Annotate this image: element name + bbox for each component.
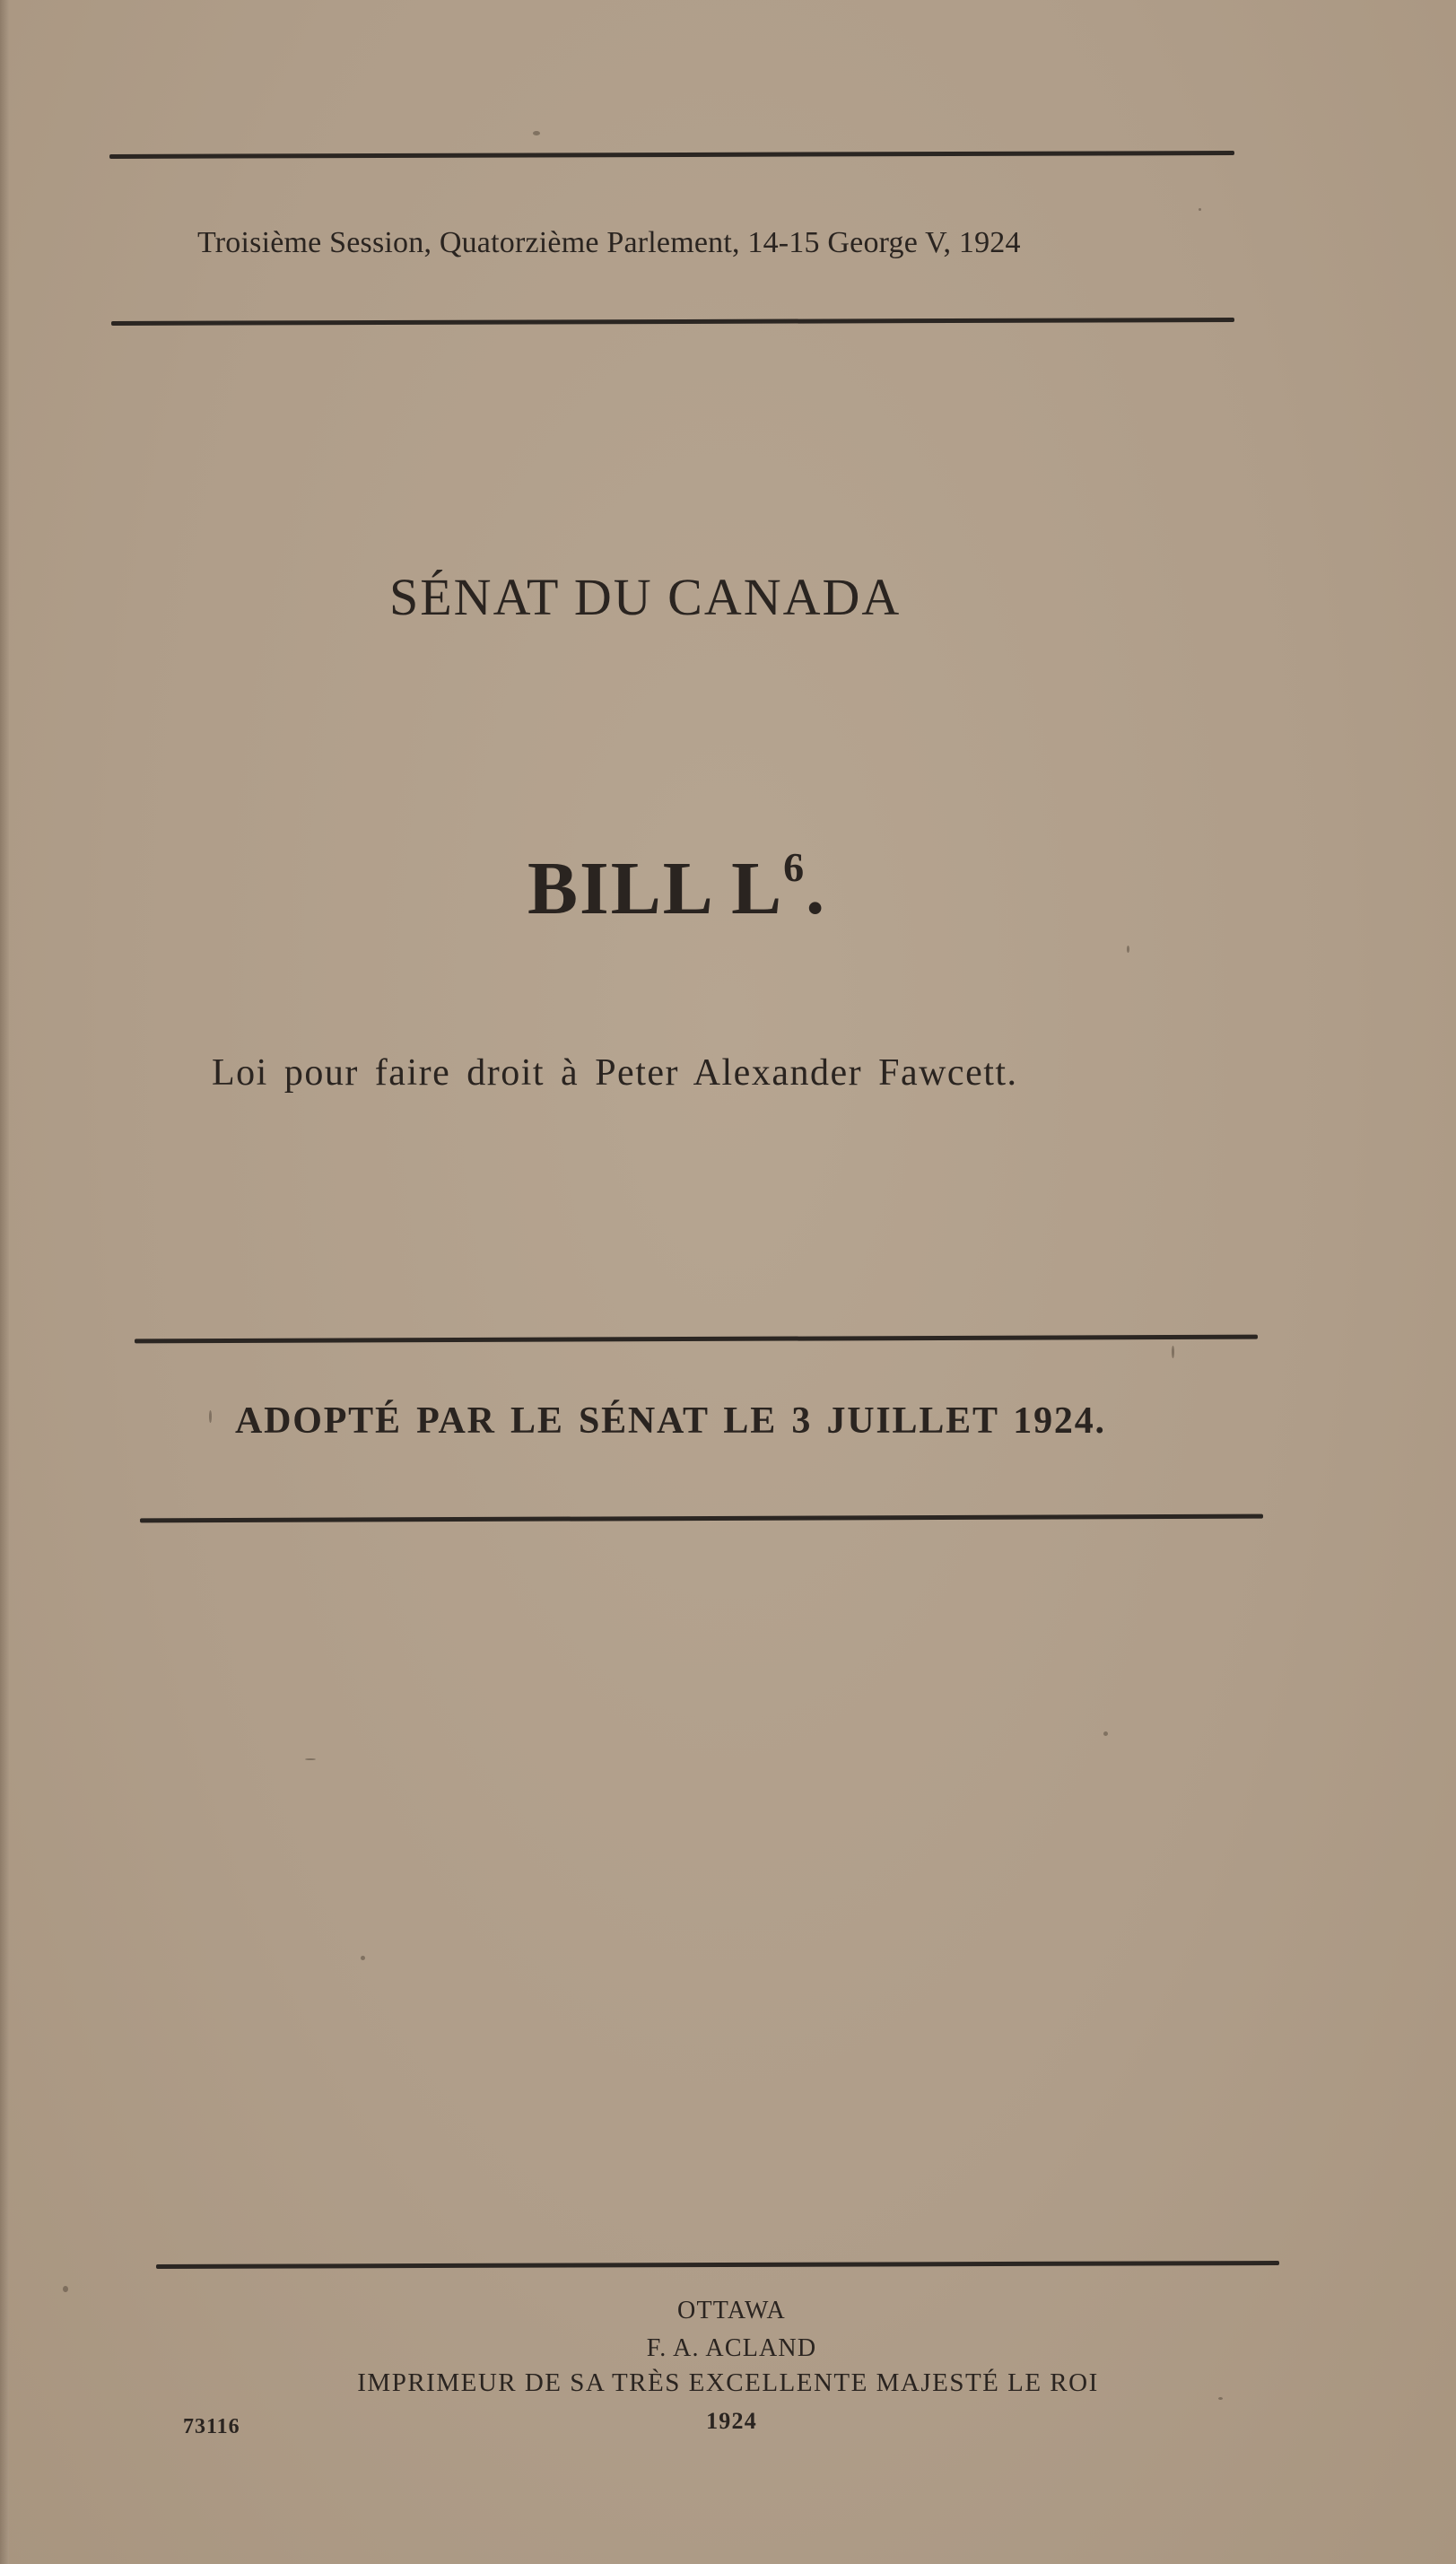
bill-suffix: . xyxy=(806,847,827,930)
paper-speck xyxy=(63,2286,68,2292)
print-code: 73116 xyxy=(183,2415,240,2438)
top-rule-lower xyxy=(111,318,1234,326)
session-line: Troisième Session, Quatorzième Parlement, 14-15 George V, 1924 xyxy=(197,226,1021,259)
paper-speck xyxy=(533,131,540,135)
paper-speck xyxy=(1103,1731,1108,1736)
footer-city: OTTAWA xyxy=(677,2297,786,2324)
footer-printer-name: F. A. ACLAND xyxy=(646,2334,817,2362)
paper-speck xyxy=(1218,2397,1223,2400)
bill-label: BILL L xyxy=(527,847,784,930)
paper-speck xyxy=(209,1410,212,1423)
footer-rule xyxy=(156,2261,1279,2269)
paper-speck xyxy=(1172,1346,1174,1358)
paper-speck xyxy=(1127,946,1129,953)
bill-superscript: 6 xyxy=(783,844,806,890)
bill-number xyxy=(527,843,826,932)
bill-description: Loi pour faire droit à Peter Alexander Fawcett. xyxy=(212,1052,1018,1094)
paper-speck xyxy=(305,1758,316,1760)
footer-printer-title: IMPRIMEUR DE SA TRÈS EXCELLENTE MAJESTÉ LE ROI xyxy=(357,2368,1099,2397)
page-binding-edge xyxy=(0,0,9,2564)
chamber-title: SÉNAT DU CANADA xyxy=(389,568,902,626)
footer-year: 1924 xyxy=(706,2408,757,2434)
paper-speck xyxy=(1199,208,1201,211)
middle-rule-lower xyxy=(140,1514,1263,1523)
top-rule-upper xyxy=(109,151,1234,159)
adoption-status: ADOPTÉ PAR LE SÉNAT LE 3 JUILLET 1924. xyxy=(235,1400,1106,1442)
paper-speck xyxy=(361,1956,365,1960)
middle-rule-upper xyxy=(135,1335,1258,1344)
